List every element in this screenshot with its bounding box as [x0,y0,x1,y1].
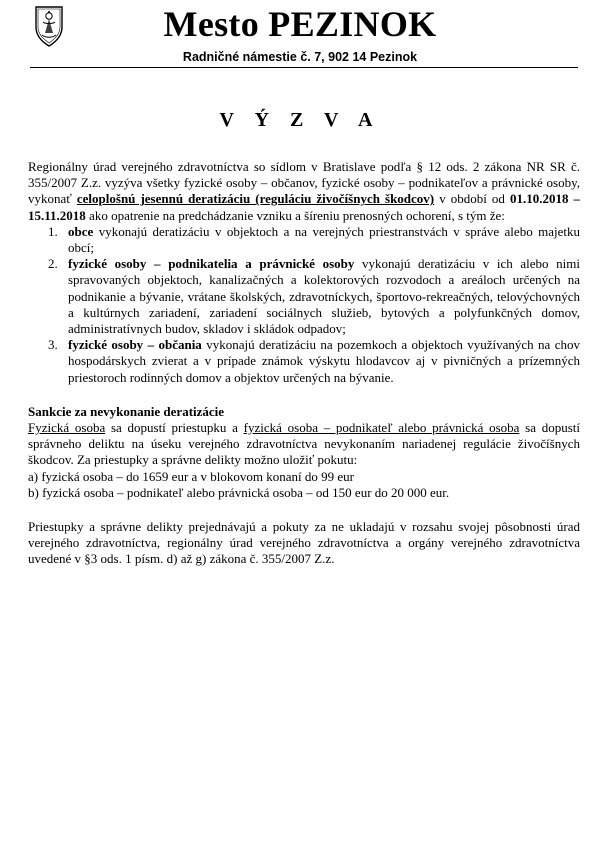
intro-text-2: v období od [434,191,510,207]
document-heading: V Ý Z V A [219,109,381,131]
list-subject: fyzické osoby – občania [68,337,202,353]
intro-paragraph [28,159,580,224]
list-number: 3. [48,337,58,353]
header-divider [30,67,578,68]
city-address: Radničné námestie č. 7, 902 14 Pezinok [182,50,418,64]
intro-text-3: ako opatrenie na predchádzanie vzniku a šíreniu prenosných ochorení, s tým že: [85,207,505,223]
list-text: vykonajú deratizáciu na pozemkoch a objektoch využívaných na chov hospodárskych zvierat a v prípade známok výskytu hlodavcov aj v pivničných a prízemných priestoroch rodinných domov a objektov určených na bývanie. [68,337,580,385]
intro-highlight: celoplošnú jesennú deratizáciu (reguláciu živočíšnych škodcov) [76,191,435,207]
list-number: 2. [48,256,58,272]
sanctions-subject-2: fyzická osoba – podnikateľ alebo právnická osoba [243,420,520,436]
list-subject: fyzické osoby – podnikatelia a právnické osoby [68,256,355,272]
closing-paragraph: Priestupky a správne delikty prejednávajú a pokuty za ne ukladajú v rozsahu svojej pôsobnosti úrad verejného zdravotníctva, regionálny úrad verejného zdravotníctva a orgány verejného zdravotníctva uvedené v §3 ods. 1 písm. d) až g) zákona č. 355/2007 Z.z. [28,519,580,567]
sanctions-text-mid: sa dopustí priestupku a [105,420,244,436]
sanctions-line-a: a) fyzická osoba – do 1659 eur a v blokovom konaní do 99 eur [28,468,355,484]
intro-period: 01.10.2018 – 15.11.2018 [28,191,581,223]
sanctions-title: Sankcie za nevykonanie deratizácie [28,403,225,419]
intro-text-1: Regionálny úrad verejného zdravotníctva so sídlom v Bratislave podľa § 12 ods. 2 zákona NR SR č. 355/2007 Z.z. vyzýva všetky fyzické osoby – občanov, fyzické osoby – podnikateľov a právnické osoby, vykonať [28,159,580,207]
list-subject: obce [68,223,94,239]
document-body [28,159,580,568]
obligations-list [28,224,580,386]
sanctions-paragraph [28,420,580,469]
sanctions-text-rest: sa dopustí správneho deliktu na úseku verejného zdravotníctva nevykonaním nariadenej regulácie živočíšnych škodcov. Za priestupky a správne delikty možno uložiť pokutu: [28,420,581,468]
list-item [28,337,580,386]
list-text: vykonajú deratizáciu v ich alebo nimi spravovaných objektoch, kanalizačných a kolektorových rozvodoch a areáloch určených na podnikanie a bývanie, vrátane školských, zdravotníckych, športovo-rekreačných, telovýchovných a kultúrnych zariadení, zariadení sociálnych služieb, bytových a polyfunkčných domov, administratívnych budov, skladov i skládok odpadov; [68,256,581,337]
city-title: Mesto PEZINOK [163,4,437,44]
sanctions-line-b: b) fyzická osoba – podnikateľ alebo právnická osoba – od 150 eur do 20 000 eur. [28,484,450,500]
sanctions-subject-1: Fyzická osoba [28,420,106,436]
list-item [28,224,580,256]
list-number: 1. [48,223,58,239]
list-item [28,256,580,337]
list-text: vykonajú deratizáciu v objektoch a na verejných priestranstvách v správe alebo majetku obcí; [68,223,580,256]
